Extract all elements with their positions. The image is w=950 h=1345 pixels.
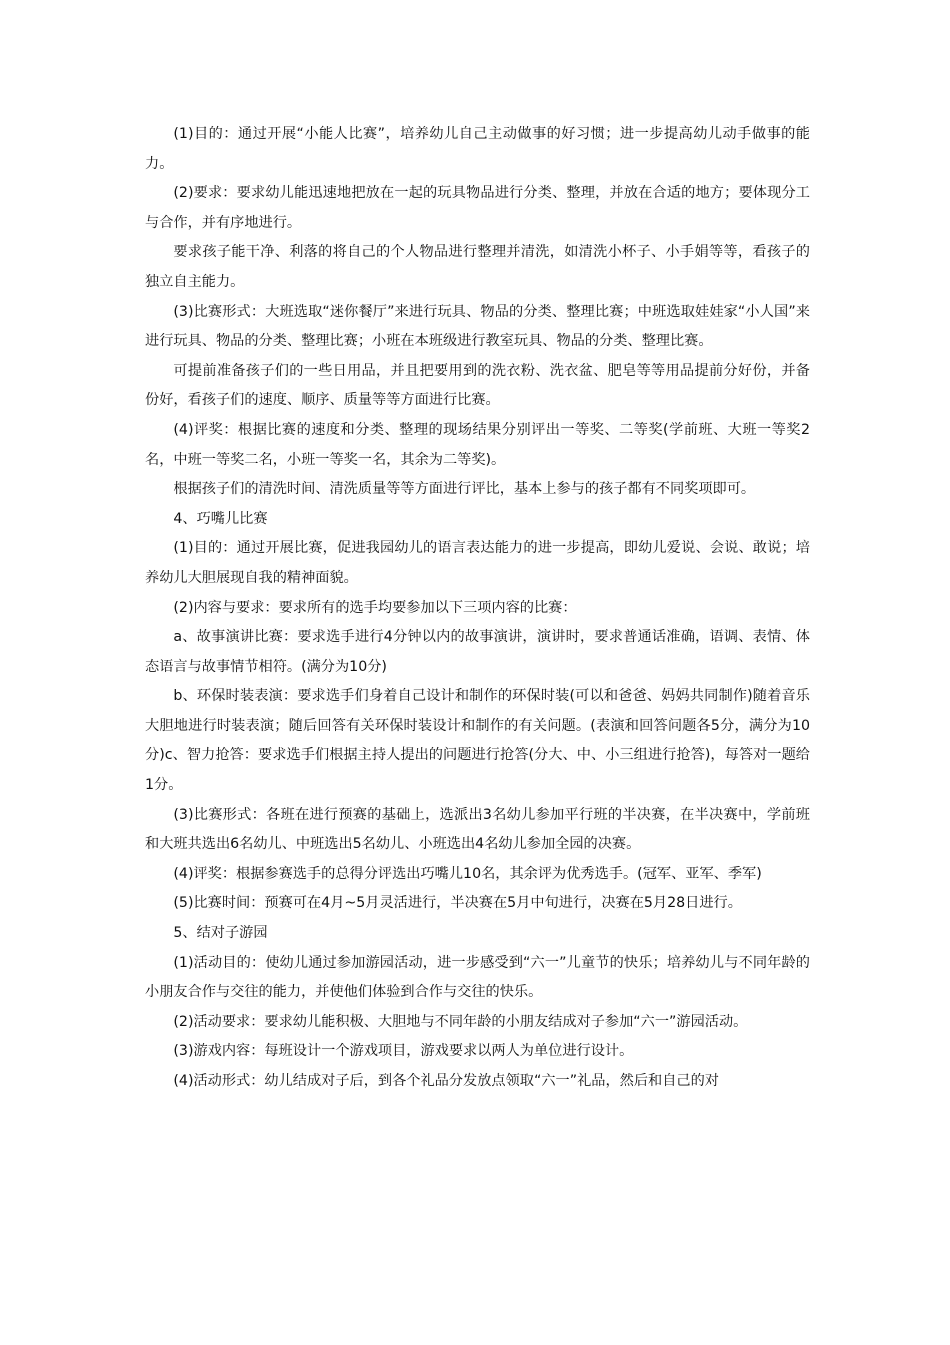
paragraph: (2)活动要求：要求幼儿能积极、大胆地与不同年龄的小朋友结成对子参加“六一”游园活动。 [173,1013,748,1030]
paragraph: (4)评奖：根据参赛选手的总得分评选出巧嘴儿10名，其余评为优秀选手。(冠军、亚军、季军) [173,865,762,882]
section-heading: 4、巧嘴儿比赛 [173,510,268,527]
paragraph: (1)活动目的：使幼儿通过参加游园活动，进一步感受到“六一”儿童节的快乐；培养幼儿与不同年龄的小朋友合作与交往的能力，并使他们体验到合作与交往的快乐。 [145,954,810,1001]
document-body [145,120,810,1097]
paragraph: 要求孩子能干净、利落的将自己的个人物品进行整理并清洗，如清洗小杯子、小手娟等等，看孩子的独立自主能力。 [145,244,810,290]
paragraph: (4)评奖：根据比赛的速度和分类、整理的现场结果分别评出一等奖、二等奖(学前班、大班一等奖2名，中班一等奖二名，小班一等奖一名，其余为二等奖)。 [145,421,810,468]
section-heading: 5、结对子游园 [173,925,268,942]
paragraph: b、环保时装表演：要求选手们身着自己设计和制作的环保时装(可以和爸爸、妈妈共同制作)随着音乐大胆地进行时装表演；随后回答有关环保时装设计和制作的有关问题。(表演和回答问题各5分，满分为10分)c、智力抢答：要求选手们根据主持人提出的问题进行抢答(分大、中、小三组进行抢答)，每答对一题给1分。 [145,688,810,794]
paragraph: 根据孩子们的清洗时间、清洗质量等等方面进行评比，基本上参与的孩子都有不同奖项即可。 [173,481,756,498]
paragraph: (3)比赛形式：各班在进行预赛的基础上，选派出3名幼儿参加平行班的半决赛，在半决赛中，学前班和大班共选出6名幼儿、中班选出5名幼儿、小班选出4名幼儿参加全园的决赛。 [145,806,810,853]
paragraph: (1)目的：通过开展“小能人比赛”，培养幼儿自己主动做事的好习惯；进一步提高幼儿动手做事的能力。 [145,126,810,172]
paragraph: 可提前准备孩子们的一些日用品，并且把要用到的洗衣粉、洗衣盆、肥皂等等用品提前分好份，并备份好，看孩子们的速度、顺序、质量等等方面进行比赛。 [145,362,810,409]
paragraph: (3)比赛形式：大班选取“迷你餐厅”来进行玩具、物品的分类、整理比赛；中班选取娃娃家“小人国”来进行玩具、物品的分类、整理比赛；小班在本班级进行教室玩具、物品的分类、整理比赛。 [145,303,810,350]
paragraph: (4)活动形式：幼儿结成对子后，到各个礼品分发放点领取“六一”礼品，然后和自己的对 [173,1073,719,1089]
paragraph: (5)比赛时间：预赛可在4月~5月灵活进行，半决赛在5月中旬进行，决赛在5月28日进行。 [173,895,742,912]
paragraph: (2)要求：要求幼儿能迅速地把放在一起的玩具物品进行分类、整理，并放在合适的地方；要体现分工与合作，并有序地进行。 [145,185,810,231]
paragraph: a、故事演讲比赛：要求选手进行4分钟以内的故事演讲，演讲时，要求普通话准确，语调、表情、体态语言与故事情节相符。(满分为10分) [145,629,810,675]
paragraph: (3)游戏内容：每班设计一个游戏项目，游戏要求以两人为单位进行设计。 [173,1043,634,1060]
paragraph: (1)目的：通过开展比赛，促进我园幼儿的语言表达能力的进一步提高，即幼儿爱说、会说、敢说；培养幼儿大胆展现自我的精神面貌。 [145,540,810,586]
paragraph: (2)内容与要求：要求所有的选手均要参加以下三项内容的比赛： [173,599,577,616]
